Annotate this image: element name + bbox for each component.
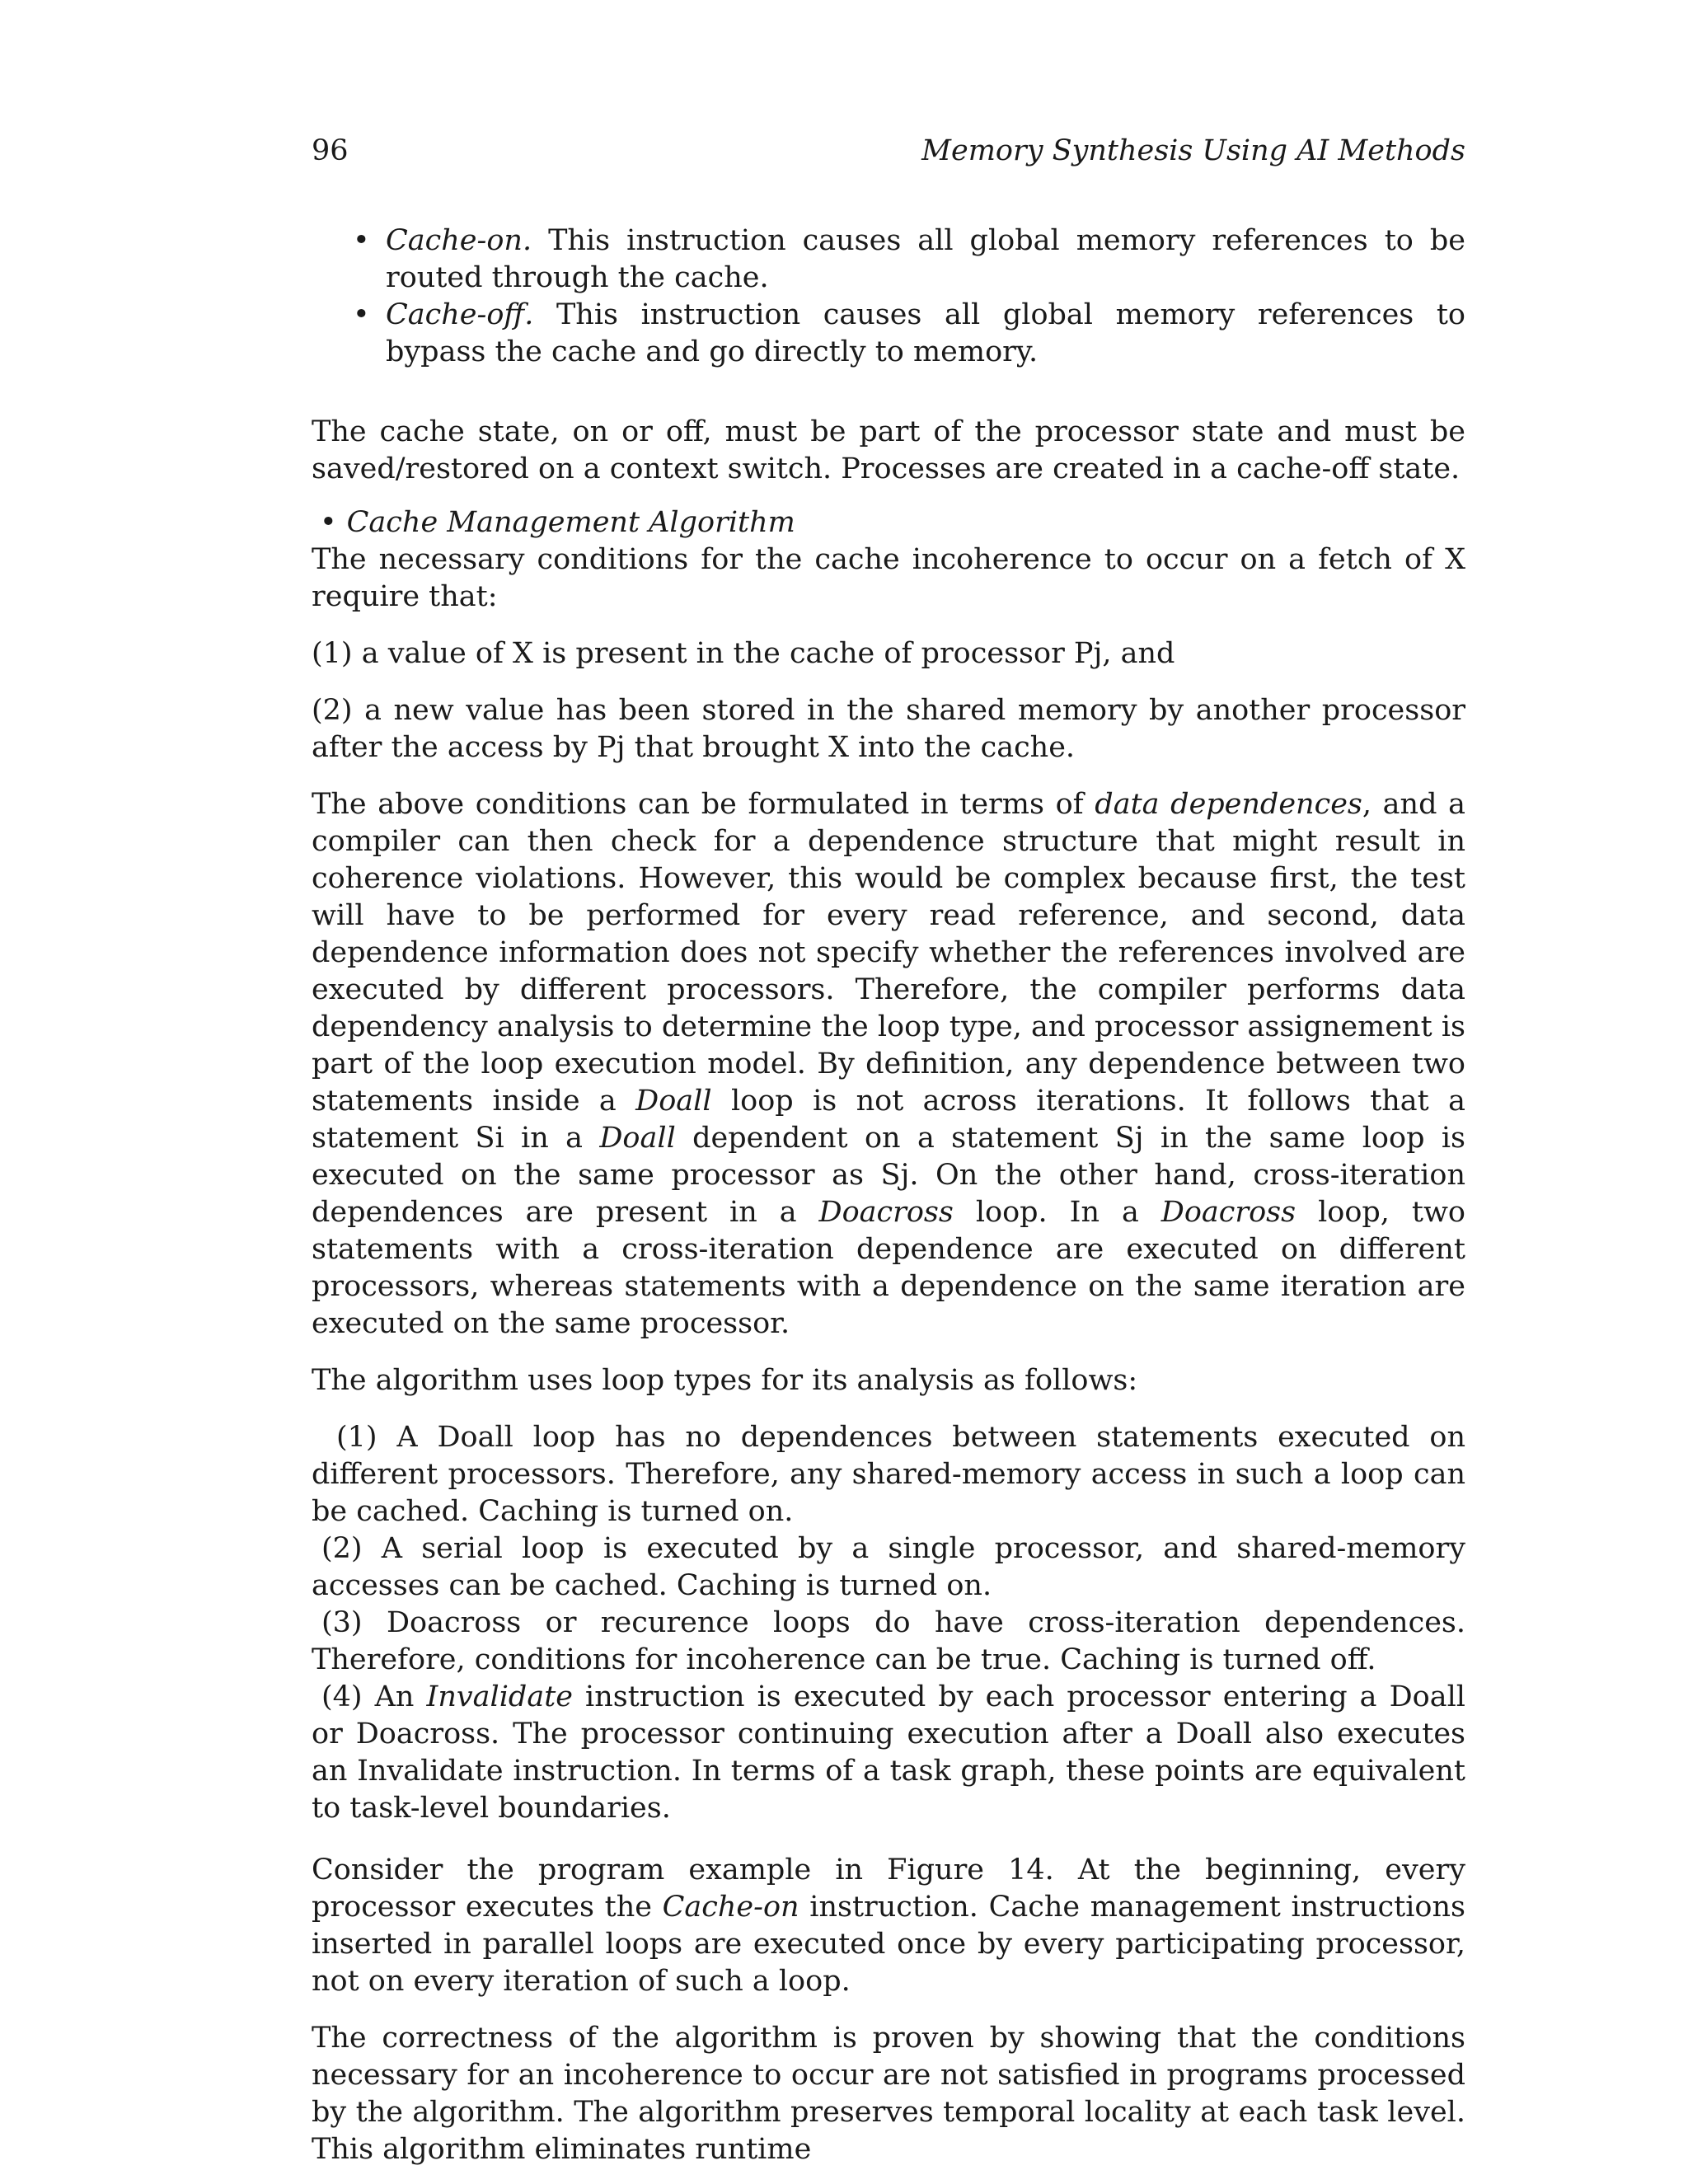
- text-run: loop, two statements with a cross-iteration dependence are executed on different processors, whereas statements with a dependence on the same iteration are executed on the same processor.: [312, 1196, 1465, 1340]
- list-item-4: [312, 1679, 1465, 1827]
- running-title: Memory Synthesis Using AI Methods: [921, 134, 1465, 167]
- emphasis: Doall: [599, 1122, 676, 1155]
- condition-1: (1) a value of X is present in the cache of processor Pj, and: [312, 637, 1175, 670]
- page-number: 96: [312, 134, 349, 167]
- emphasis: Cache-on: [662, 1891, 799, 1924]
- text-run: instruction. Cache management instructions inserted in parallel loops are executed once by every participating processor, not on every iteration of such a loop.: [312, 1891, 1465, 1998]
- bullet-cache-on: [312, 223, 1465, 297]
- bullet-icon: •: [353, 298, 370, 331]
- paragraph-dependences: [312, 786, 1465, 1343]
- bullet-text: This instruction causes all global memory references to bypass the cache and go directly to memory.: [386, 298, 1465, 368]
- paragraph-correctness: The correctness of the algorithm is proven by showing that the conditions necessary for an incoherence to occur are not satisfied in programs processed by the algorithm. The algorithm preserves temporal locality at each task level. This algorithm eliminates runtime: [312, 2022, 1465, 2166]
- text-run: loop. In a: [953, 1196, 1161, 1229]
- text-run: Consider the program example in Figure 14. At the beginning, every processor executes the: [312, 1854, 1465, 1924]
- list-item-1: (1) A Doall loop has no dependences between statements executed on different processors. Therefore, any shared-memory access in such a loop can be cached. Caching is turned on.: [312, 1421, 1465, 1528]
- text-run: instruction is executed by each processor entering a Doall or Doacross. The processor continuing execution after a Doall also executes an Invalidate instruction. In terms of a task graph, these points are equivalent to task-level boundaries.: [312, 1680, 1465, 1825]
- text-run: (4) An: [321, 1680, 427, 1713]
- bullet-term: Cache-on.: [386, 224, 532, 257]
- section-heading-text: Cache Management Algorithm: [346, 506, 795, 539]
- bullet-icon: •: [320, 506, 337, 539]
- list-item-2: (2) A serial loop is executed by a single processor, and shared-memory accesses can be cached. Caching is turned on.: [312, 1532, 1465, 1602]
- text-run: , and a compiler can then check for a dependence structure that might result in coherence violations. However, this would be complex because first, the test will have to be performed for every read reference, and second, data dependence information does not specify whether the references involved are executed by different processors. Therefore, the compiler performs data dependency analysis to determine the loop type, and processor assignement is part of the loop execution model. By definition, any dependence between two statements inside a: [312, 788, 1465, 1118]
- bullet-cache-off: [312, 297, 1465, 371]
- paragraph-example: [312, 1852, 1465, 2000]
- paragraph-loop-types: The algorithm uses loop types for its analysis as follows:: [312, 1364, 1138, 1397]
- text-run: The above conditions can be formulated in terms of: [312, 788, 1095, 821]
- bullet-icon: •: [353, 224, 370, 257]
- bullet-term: Cache-off.: [386, 298, 534, 331]
- emphasis: data dependences: [1095, 788, 1362, 821]
- page-body: [312, 223, 1465, 2168]
- section-heading: [312, 504, 1465, 541]
- emphasis: Doall: [635, 1085, 712, 1118]
- emphasis: Invalidate: [426, 1680, 573, 1713]
- condition-2: (2) a new value has been stored in the shared memory by another processor after the access by Pj that brought X into the cache.: [312, 694, 1465, 764]
- list-item-3: (3) Doacross or recurence loops do have cross-iteration dependences. Therefore, conditions for incoherence can be true. Caching is turned off.: [312, 1606, 1465, 1676]
- bullet-text: This instruction causes all global memory references to be routed through the cache.: [386, 224, 1465, 294]
- paragraph-cache-state: The cache state, on or off, must be part of the processor state and must be saved/restored on a context switch. Processes are created in a cache-off state.: [312, 415, 1465, 485]
- text-run: dependent on a statement Sj in the same loop is executed on the same processor as Sj. On the other hand, cross-iteration dependences are present in a: [312, 1122, 1465, 1229]
- page-header: [312, 130, 1465, 171]
- text-run: loop is not across iterations. It follows that a statement Si in a: [312, 1085, 1465, 1155]
- emphasis: Doacross: [1160, 1196, 1296, 1229]
- conditions-intro: The necessary conditions for the cache incoherence to occur on a fetch of X require that:: [312, 543, 1465, 613]
- emphasis: Doacross: [818, 1196, 954, 1229]
- numbered-list: [312, 1419, 1465, 1827]
